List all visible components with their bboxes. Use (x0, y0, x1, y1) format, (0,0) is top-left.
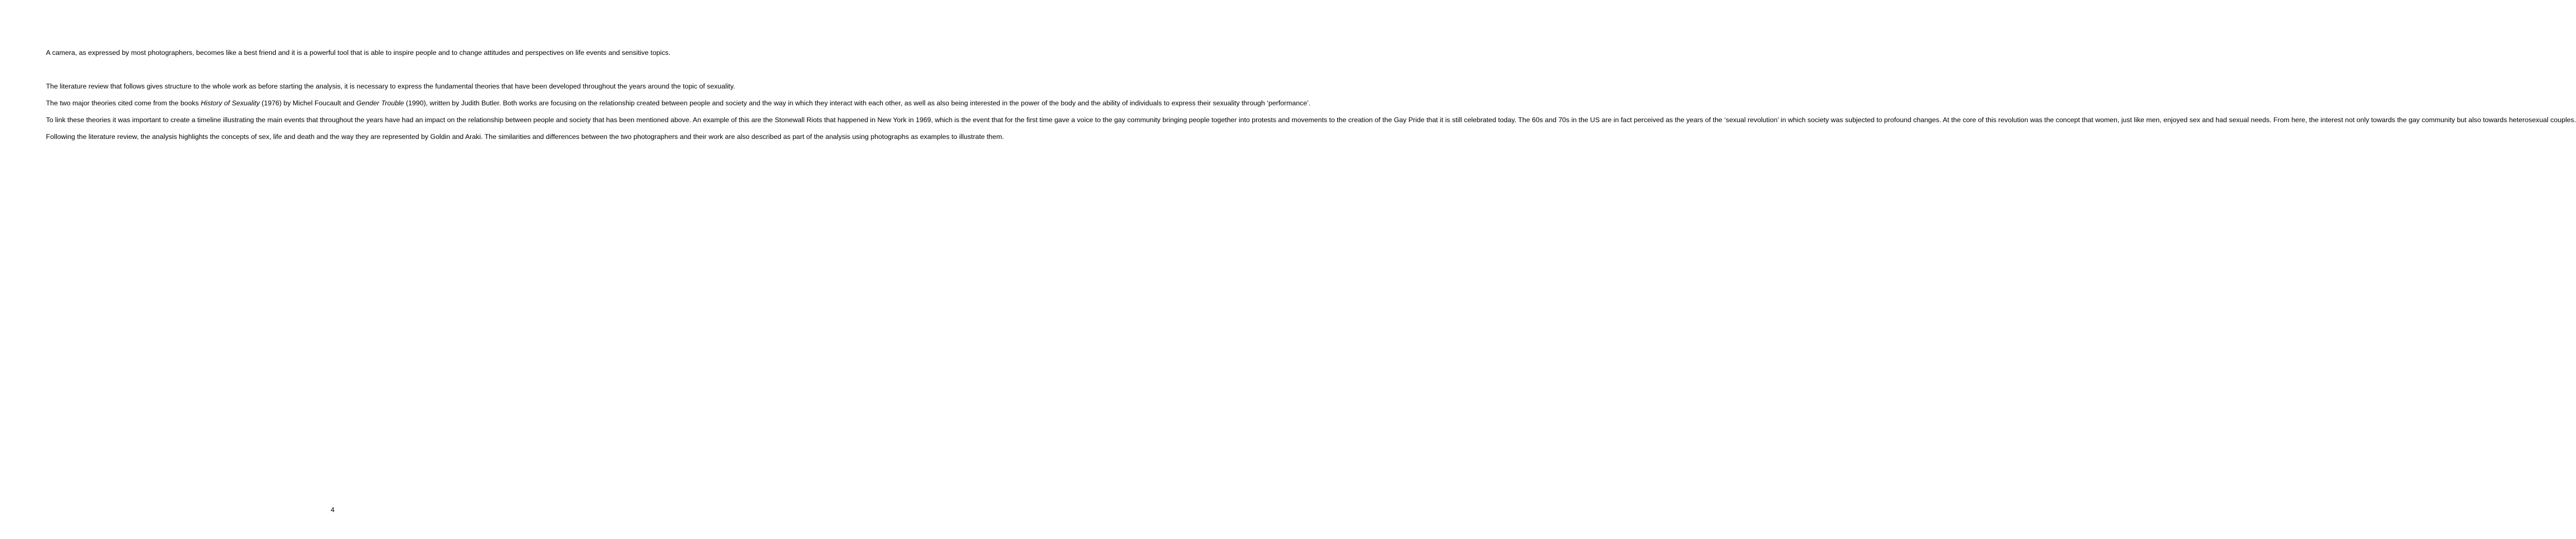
text-run: Foucault and (314, 99, 356, 107)
text-run: core of this revolution was the concept that women, just like men, enjoyed sex and had (1962, 116, 2227, 124)
text-run: (1990), written by Judith Butler. Both works are focusing on (404, 99, 586, 107)
text-run: the relationship created between people and society and the way in which they interact with (587, 99, 867, 107)
text-line (46, 49, 308, 57)
text-run: (1976) by Michel (260, 99, 313, 107)
text-line (1687, 116, 1961, 124)
text-line (316, 82, 581, 90)
text-run: analysis, it is necessary to express the fundamental theories that have been developed (316, 82, 581, 90)
text-run: the two photographers and their work are also described as part of the analysis using (609, 133, 869, 141)
text-line (46, 99, 313, 107)
text-run: Pride that it is still celebrated today. The 60s and 70s in the US are in fact perceived as the (1408, 116, 1685, 124)
text-line (309, 49, 584, 57)
paragraph-intro (46, 44, 671, 61)
text-run: A camera, as expressed by most photographers, becomes like a best friend and it is a (46, 49, 308, 57)
text-line (2509, 116, 2576, 124)
text-line (1963, 116, 2227, 124)
text-run: years of the ‘sexual revolution’ in which society was subjected to profound changes. At the (1686, 116, 1961, 124)
book-title-gender-trouble: Gender Trouble (356, 99, 404, 107)
paragraph-timeline (46, 111, 2576, 128)
text-line (870, 116, 1125, 124)
text-line (330, 133, 608, 141)
text-run: The literature review that follows gives structure to the whole work as before starting the (46, 82, 314, 90)
text-run: To link these theories it was important to create a timeline illustrating the main events that (46, 116, 318, 124)
text-line (592, 116, 868, 124)
text-line (870, 133, 1004, 141)
text-run: heterosexual couples. (2509, 116, 2576, 124)
text-run: photographs as examples to illustrate them. (870, 133, 1004, 141)
text-line (583, 82, 735, 90)
text-run: throughout the years have had an impact on the relationship between people and society (319, 116, 591, 124)
text-line (314, 99, 586, 107)
paragraph-literature-review (46, 78, 735, 95)
text-line (1130, 99, 1311, 107)
text-line (46, 116, 318, 124)
text-run: powerful tool that is able to inspire people and to change attitudes and perspectives on life (309, 49, 585, 57)
text-line (1409, 116, 1684, 124)
text-line (586, 49, 670, 57)
text-run: The two major theories cited come from the books (46, 99, 201, 107)
paragraph-spacer (46, 61, 337, 78)
body-text (46, 44, 2576, 145)
text-run: throughout the years around the topic of sexuality. (582, 82, 735, 90)
text-run: each other, as well as also being interested in the power of the body and the ability of (868, 99, 1128, 107)
text-run: events and sensitive topics. (586, 49, 671, 57)
text-line (2229, 116, 2507, 124)
text-run: the way they are represented by Goldin and Araki. The similarities and differences between (330, 133, 608, 141)
page-number: 4 (331, 506, 335, 514)
paragraph-analysis (46, 128, 1004, 145)
text-run: sexual needs. From here, the interest not only towards the gay community but also towards (2228, 116, 2508, 124)
text-run: that has been mentioned above. An example of this are the Stonewall Riots that happened (592, 116, 868, 124)
text-run: in New York in 1969, which is the event that for the first time gave a voice to the gay (870, 116, 1125, 124)
text-line (320, 116, 591, 124)
book-title-history-of-sexuality: History of Sexuality (201, 99, 260, 107)
text-line (46, 82, 314, 90)
text-run: individuals to express their sexuality through ‘performance’. (1129, 99, 1311, 107)
text-line (46, 133, 328, 141)
text-run: community bringing people together into protests and movements to the creation of the Gay (1127, 116, 1407, 124)
text-line (609, 133, 869, 141)
text-line (868, 99, 1128, 107)
text-line (1127, 116, 1406, 124)
text-run: Following the literature review, the analysis highlights the concepts of sex, life and death and (46, 133, 328, 141)
paragraph-theories (46, 95, 1311, 111)
text-line (588, 99, 867, 107)
